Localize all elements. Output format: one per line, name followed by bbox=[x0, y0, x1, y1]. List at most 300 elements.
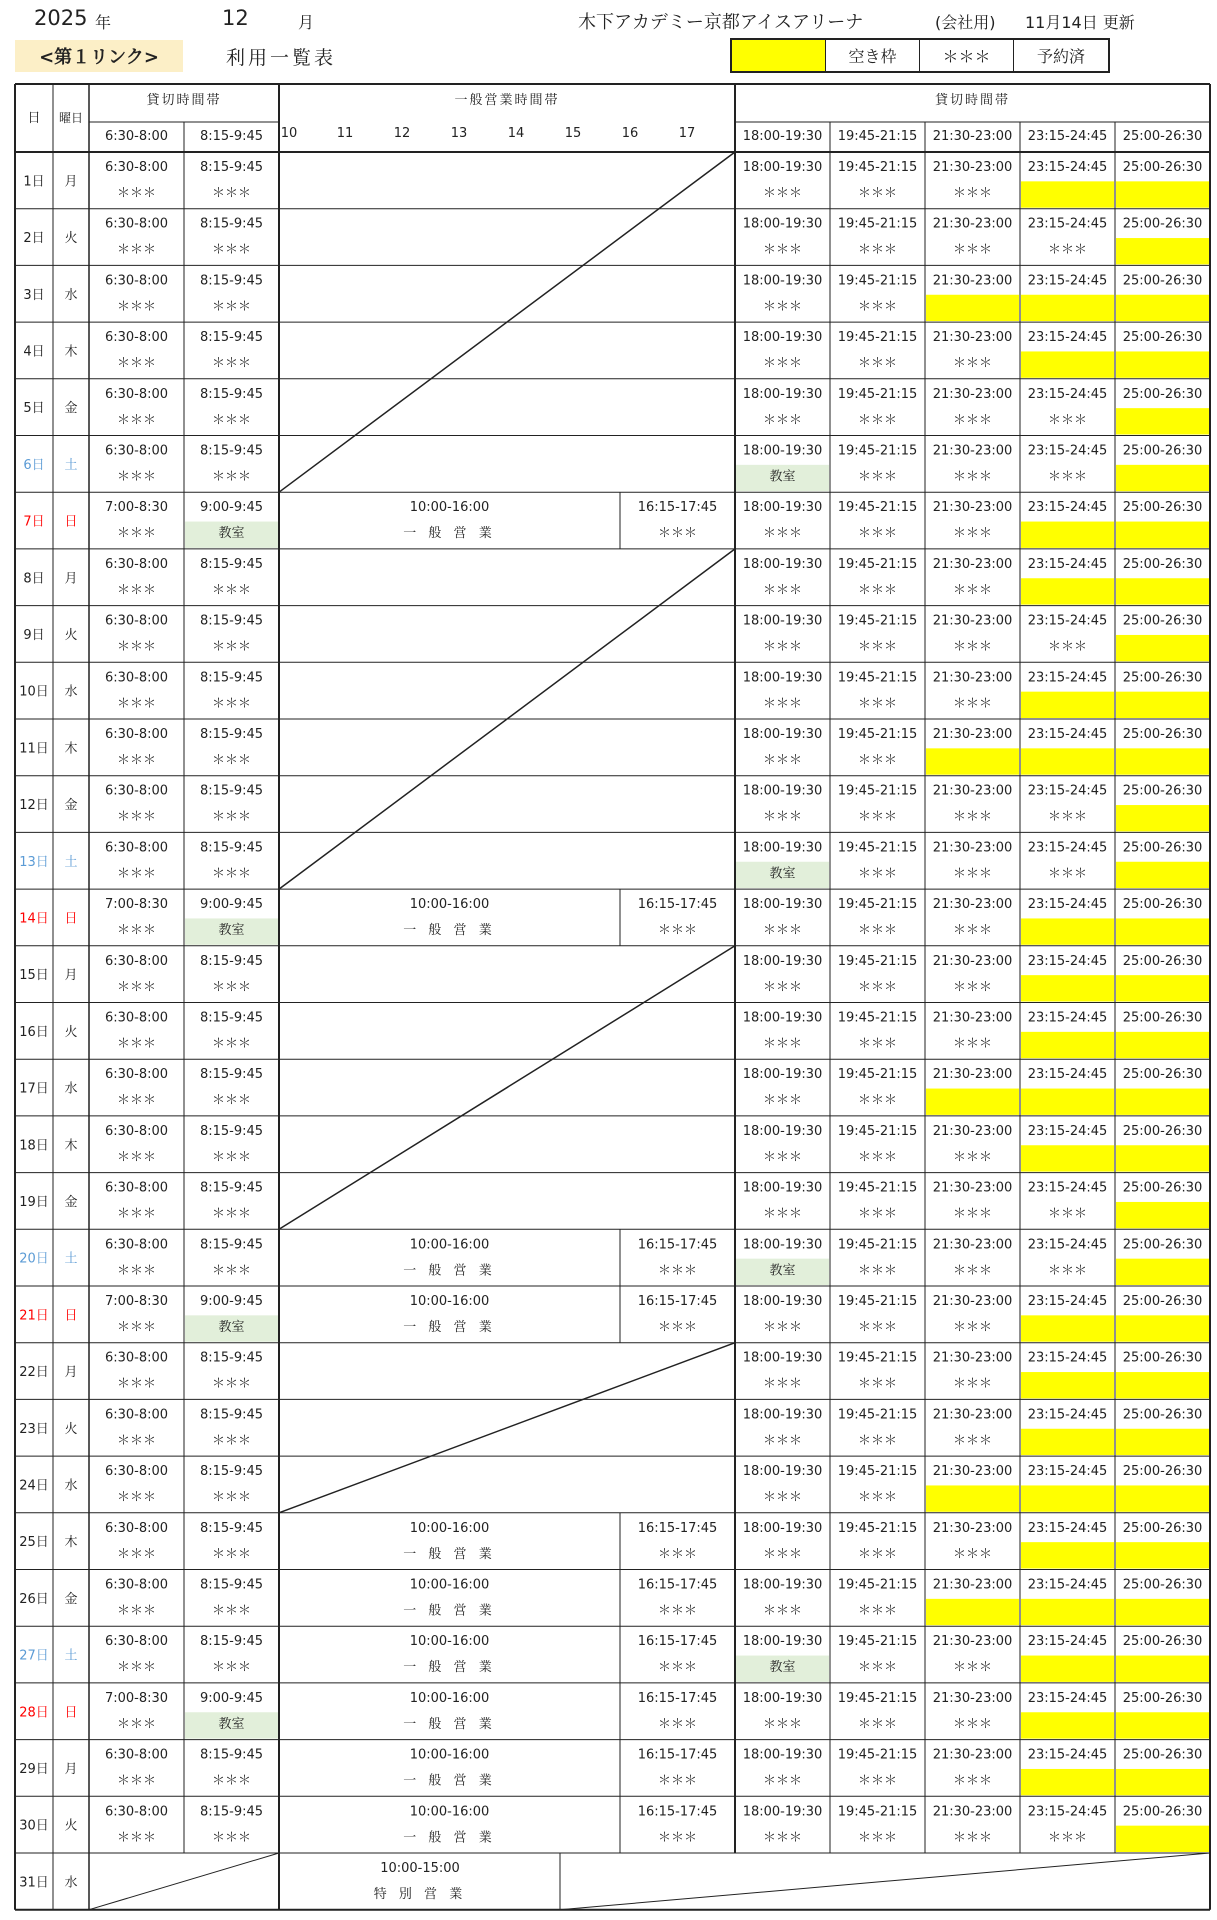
row-date: 10日 bbox=[19, 684, 49, 700]
evening-slot-time: 18:00-19:30 bbox=[742, 1577, 823, 1593]
row-date: 14日 bbox=[19, 911, 49, 927]
morning-slot-time: 8:15-9:45 bbox=[199, 840, 264, 856]
available-slot bbox=[1021, 1769, 1114, 1795]
late-slot-time: 16:15-17:45 bbox=[637, 1294, 718, 1309]
reserved-mark: ＊＊＊ bbox=[657, 1716, 698, 1732]
reserved-mark: ＊＊＊ bbox=[952, 242, 993, 258]
evening-slot-time: 19:45-21:15 bbox=[837, 1634, 918, 1650]
evening-slot-time: 23:15-24:45 bbox=[1027, 670, 1108, 686]
header-weekday: 曜日 bbox=[58, 111, 84, 125]
reserved-mark: ＊＊＊ bbox=[857, 1376, 898, 1392]
reserved-mark: ＊＊＊ bbox=[857, 1320, 898, 1335]
reserved-mark: ＊＊＊ bbox=[857, 186, 898, 201]
reserved-mark: ＊＊＊ bbox=[657, 526, 698, 542]
evening-slot-time: 19:45-21:15 bbox=[837, 1180, 918, 1196]
row-weekday: 水 bbox=[64, 1081, 78, 1097]
general-time: 10:00-16:00 bbox=[409, 500, 490, 516]
general-label: 一 般 営 業 bbox=[403, 1263, 496, 1279]
reserved-mark: ＊＊＊ bbox=[952, 1036, 993, 1052]
general-label: 一 般 営 業 bbox=[403, 1830, 496, 1846]
evening-slot-time: 23:15-24:45 bbox=[1027, 500, 1108, 516]
reserved-mark: ＊＊＊ bbox=[211, 1376, 252, 1392]
morning-slot-time: 6:30-8:00 bbox=[104, 1067, 169, 1083]
reserved-mark: ＊＊＊ bbox=[116, 1320, 157, 1335]
general-label: 一 般 営 業 bbox=[403, 923, 496, 939]
reserved-mark: ＊＊＊ bbox=[116, 299, 157, 315]
evening-slot-time: 23:15-24:45 bbox=[1027, 1237, 1108, 1253]
evening-slot-time: 25:00-26:30 bbox=[1122, 1010, 1203, 1026]
late-slot-time: 16:15-17:45 bbox=[637, 897, 718, 913]
morning-slot-time: 6:30-8:00 bbox=[104, 840, 169, 856]
evening-slot-time: 19:45-21:15 bbox=[837, 1577, 918, 1593]
reserved-mark: ＊＊＊ bbox=[952, 1376, 993, 1392]
evening-slot-time: 23:15-24:45 bbox=[1027, 1123, 1108, 1139]
reserved-mark: ＊＊＊ bbox=[762, 1830, 803, 1846]
evening-slot-time: 21:30-23:00 bbox=[932, 1123, 1013, 1139]
late-slot-time: 16:15-17:45 bbox=[637, 1804, 718, 1820]
evening-slot-time: 23:15-24:45 bbox=[1027, 556, 1108, 572]
reserved-mark: ＊＊＊ bbox=[952, 1830, 993, 1846]
reserved-mark: ＊＊＊ bbox=[211, 809, 252, 825]
evening-slot-time: 21:30-23:00 bbox=[932, 556, 1013, 572]
evening-slot-time: 19:45-21:15 bbox=[837, 953, 918, 969]
year: 2025 bbox=[34, 6, 88, 30]
reserved-mark: ＊＊＊ bbox=[857, 979, 898, 995]
reserved-mark: ＊＊＊ bbox=[762, 923, 803, 939]
reserved-mark: ＊＊＊ bbox=[211, 469, 252, 485]
reserved-mark: ＊＊＊ bbox=[1047, 1206, 1088, 1222]
reserved-mark: ＊＊＊ bbox=[211, 356, 252, 372]
evening-slot-time: 21:30-23:00 bbox=[932, 670, 1013, 686]
reserved-mark: ＊＊＊ bbox=[116, 753, 157, 768]
evening-slot-time: 25:00-26:30 bbox=[1122, 386, 1203, 402]
evening-slot-time: 21:30-23:00 bbox=[932, 1180, 1013, 1196]
reserved-mark: ＊＊＊ bbox=[116, 809, 157, 825]
available-slot bbox=[1116, 1599, 1209, 1625]
evening-slot-time: 25:00-26:30 bbox=[1122, 727, 1203, 742]
morning-slot-time: 6:30-8:00 bbox=[104, 1010, 169, 1026]
available-slot bbox=[1021, 748, 1114, 774]
header-evening-group: 貸切時間帯 bbox=[934, 93, 1011, 108]
reserved-mark: ＊＊＊ bbox=[657, 1660, 698, 1676]
available-slot bbox=[926, 1599, 1019, 1625]
row-weekday: 日 bbox=[64, 514, 78, 530]
evening-slot-time: 23:15-24:45 bbox=[1027, 1010, 1108, 1026]
reserved-mark: ＊＊＊ bbox=[952, 356, 993, 372]
general-time: 10:00-16:00 bbox=[409, 1520, 490, 1536]
reserved-mark: ＊＊＊ bbox=[762, 526, 803, 542]
available-slot bbox=[1021, 692, 1114, 718]
reserved-mark: ＊＊＊ bbox=[211, 186, 252, 201]
evening-slot-time: 23:15-24:45 bbox=[1027, 1294, 1108, 1309]
row-date: 19日 bbox=[19, 1194, 49, 1210]
evening-slot-time: 25:00-26:30 bbox=[1122, 1464, 1203, 1480]
morning-slot-time: 6:30-8:00 bbox=[104, 1634, 169, 1650]
reserved-mark: ＊＊＊ bbox=[952, 186, 993, 201]
morning-slot-time: 6:30-8:00 bbox=[104, 330, 169, 346]
year-label: 年 bbox=[95, 13, 112, 32]
row-weekday: 日 bbox=[64, 911, 78, 927]
evening-slot-time: 25:00-26:30 bbox=[1122, 1237, 1203, 1253]
evening-slot-time: 21:30-23:00 bbox=[932, 1294, 1013, 1309]
header-slot: 8:15-9:45 bbox=[199, 129, 264, 144]
row-weekday: 火 bbox=[64, 1818, 78, 1834]
morning-slot-time: 8:15-9:45 bbox=[199, 1407, 264, 1423]
evening-slot-time: 25:00-26:30 bbox=[1122, 330, 1203, 346]
morning-slot-time: 7:00-8:30 bbox=[104, 1294, 169, 1309]
header-slot: 19:45-21:15 bbox=[837, 129, 918, 144]
reserved-mark: ＊＊＊ bbox=[857, 1546, 898, 1562]
available-slot bbox=[1116, 635, 1209, 661]
reserved-mark: ＊＊＊ bbox=[952, 469, 993, 485]
evening-slot-time: 25:00-26:30 bbox=[1122, 1520, 1203, 1536]
row-date: 9日 bbox=[23, 627, 45, 643]
reserved-mark: ＊＊＊ bbox=[762, 1773, 803, 1789]
evening-slot-time: 25:00-26:30 bbox=[1122, 1123, 1203, 1139]
evening-slot-time: 18:00-19:30 bbox=[742, 840, 823, 856]
available-slot bbox=[1116, 1315, 1209, 1341]
reserved-mark: ＊＊＊ bbox=[762, 1433, 803, 1449]
row-weekday: 木 bbox=[64, 741, 78, 757]
reserved-mark: ＊＊＊ bbox=[657, 1830, 698, 1846]
reserved-mark: ＊＊＊ bbox=[211, 1830, 252, 1846]
evening-slot-time: 25:00-26:30 bbox=[1122, 840, 1203, 856]
evening-slot-time: 19:45-21:15 bbox=[837, 1067, 918, 1083]
reserved-mark: ＊＊＊ bbox=[857, 1433, 898, 1449]
reserved-mark: ＊＊＊ bbox=[211, 696, 252, 712]
reserved-mark: ＊＊＊ bbox=[211, 242, 252, 258]
evening-slot-time: 18:00-19:30 bbox=[742, 670, 823, 686]
row-date: 7日 bbox=[23, 514, 45, 530]
evening-slot-time: 21:30-23:00 bbox=[932, 273, 1013, 289]
reserved-mark: ＊＊＊ bbox=[857, 696, 898, 712]
reserved-mark: ＊＊＊ bbox=[952, 979, 993, 995]
evening-slot-time: 23:15-24:45 bbox=[1027, 443, 1108, 459]
reserved-mark: ＊＊＊ bbox=[762, 1603, 803, 1619]
morning-slot-time: 7:00-8:30 bbox=[104, 897, 169, 913]
evening-slot-time: 25:00-26:30 bbox=[1122, 1294, 1203, 1309]
reserved-mark: ＊＊＊ bbox=[762, 356, 803, 372]
evening-slot-time: 21:30-23:00 bbox=[932, 1407, 1013, 1423]
reserved-mark: ＊＊＊ bbox=[857, 1716, 898, 1732]
evening-slot-time: 19:45-21:15 bbox=[837, 1237, 918, 1253]
row-weekday: 月 bbox=[64, 1761, 78, 1777]
available-slot bbox=[1021, 975, 1114, 1001]
reserved-mark: ＊＊＊ bbox=[211, 1093, 252, 1109]
morning-slot-time: 9:00-9:45 bbox=[199, 1294, 264, 1309]
reserved-mark: ＊＊＊ bbox=[762, 1546, 803, 1562]
available-slot bbox=[1021, 578, 1114, 604]
available-slot bbox=[1116, 1542, 1209, 1568]
available-slot bbox=[926, 748, 1019, 774]
row-weekday: 火 bbox=[64, 1421, 78, 1437]
reserved-mark: ＊＊＊ bbox=[116, 1773, 157, 1789]
reserved-mark: ＊＊＊ bbox=[657, 1263, 698, 1279]
available-slot bbox=[1021, 1089, 1114, 1115]
available-slot bbox=[1116, 748, 1209, 774]
row-date: 8日 bbox=[23, 571, 45, 587]
reserved-mark: ＊＊＊ bbox=[211, 1263, 252, 1279]
late-slot-time: 16:15-17:45 bbox=[637, 1747, 718, 1763]
evening-slot-time: 25:00-26:30 bbox=[1122, 613, 1203, 629]
row-weekday: 月 bbox=[64, 174, 78, 190]
late-slot-time: 16:15-17:45 bbox=[637, 1577, 718, 1593]
row-date: 31日 bbox=[19, 1875, 49, 1891]
available-slot bbox=[1021, 1485, 1114, 1511]
reserved-mark: ＊＊＊ bbox=[762, 1093, 803, 1109]
evening-slot-time: 21:30-23:00 bbox=[932, 1237, 1013, 1253]
morning-slot-time: 8:15-9:45 bbox=[199, 1010, 264, 1026]
reserved-mark: ＊＊＊ bbox=[657, 1546, 698, 1562]
available-slot bbox=[1116, 465, 1209, 491]
row-weekday: 月 bbox=[64, 1365, 78, 1381]
reserved-mark: ＊＊＊ bbox=[857, 1660, 898, 1676]
reserved-mark: ＊＊＊ bbox=[116, 696, 157, 712]
reserved-mark: ＊＊＊ bbox=[857, 866, 898, 882]
reserved-mark: ＊＊＊ bbox=[116, 639, 157, 655]
reserved-mark: ＊＊＊ bbox=[1047, 469, 1088, 485]
general-label: 一 般 営 業 bbox=[403, 526, 496, 542]
evening-slot-time: 21:30-23:00 bbox=[932, 1690, 1013, 1706]
evening-slot-time: 18:00-19:30 bbox=[742, 1407, 823, 1423]
row-date: 15日 bbox=[19, 968, 49, 984]
reserved-mark: ＊＊＊ bbox=[211, 1433, 252, 1449]
morning-slot-time: 6:30-8:00 bbox=[104, 160, 169, 175]
reserved-mark: ＊＊＊ bbox=[857, 1263, 898, 1279]
row-date: 25日 bbox=[19, 1535, 49, 1551]
evening-slot-time: 21:30-23:00 bbox=[932, 386, 1013, 402]
evening-slot-time: 21:30-23:00 bbox=[932, 613, 1013, 629]
evening-slot-time: 19:45-21:15 bbox=[837, 216, 918, 232]
morning-slot-time: 8:15-9:45 bbox=[199, 613, 264, 629]
reserved-mark: ＊＊＊ bbox=[211, 412, 252, 428]
row-date: 13日 bbox=[19, 854, 49, 870]
header-hour: 11 bbox=[336, 126, 354, 141]
morning-slot-time: 7:00-8:30 bbox=[104, 1690, 169, 1706]
morning-slot-time: 8:15-9:45 bbox=[199, 727, 264, 742]
evening-slot-time: 23:15-24:45 bbox=[1027, 840, 1108, 856]
available-slot bbox=[1021, 1656, 1114, 1682]
row-weekday: 金 bbox=[64, 401, 78, 417]
header-general-group: 一般営業時間帯 bbox=[454, 93, 560, 108]
evening-slot-time: 25:00-26:30 bbox=[1122, 1634, 1203, 1650]
reserved-mark: ＊＊＊ bbox=[1047, 412, 1088, 428]
reserved-mark: ＊＊＊ bbox=[211, 582, 252, 598]
reserved-mark: ＊＊＊ bbox=[1047, 809, 1088, 825]
row-weekday: 月 bbox=[64, 571, 78, 587]
morning-slot-time: 9:00-9:45 bbox=[199, 897, 264, 913]
morning-slot-time: 8:15-9:45 bbox=[199, 443, 264, 459]
evening-slot-time: 25:00-26:30 bbox=[1122, 500, 1203, 516]
available-slot bbox=[1116, 408, 1209, 434]
reserved-mark: ＊＊＊ bbox=[857, 299, 898, 315]
row-weekday: 月 bbox=[64, 968, 78, 984]
reserved-mark: ＊＊＊ bbox=[762, 1490, 803, 1506]
reserved-mark: ＊＊＊ bbox=[762, 242, 803, 258]
available-slot bbox=[926, 295, 1019, 321]
evening-slot-time: 23:15-24:45 bbox=[1027, 613, 1108, 629]
reserved-mark: ＊＊＊ bbox=[116, 1660, 157, 1676]
row-date: 18日 bbox=[19, 1138, 49, 1154]
row-weekday: 木 bbox=[64, 344, 78, 360]
reserved-mark: ＊＊＊ bbox=[952, 412, 993, 428]
morning-slot-time: 6:30-8:00 bbox=[104, 1520, 169, 1536]
morning-slot-time: 6:30-8:00 bbox=[104, 386, 169, 402]
evening-slot-time: 21:30-23:00 bbox=[932, 1634, 1013, 1650]
reserved-mark: ＊＊＊ bbox=[211, 866, 252, 882]
morning-slot-time: 8:15-9:45 bbox=[199, 216, 264, 232]
available-slot bbox=[1116, 1485, 1209, 1511]
diagonal-line bbox=[279, 946, 735, 1230]
evening-slot-time: 19:45-21:15 bbox=[837, 897, 918, 913]
morning-slot-time: 6:30-8:00 bbox=[104, 670, 169, 686]
classroom-label: 教室 bbox=[769, 469, 796, 485]
evening-slot-time: 18:00-19:30 bbox=[742, 1520, 823, 1536]
morning-slot-time: 6:30-8:00 bbox=[104, 556, 169, 572]
evening-slot-time: 25:00-26:30 bbox=[1122, 443, 1203, 459]
available-slot bbox=[1116, 1089, 1209, 1115]
reserved-mark: ＊＊＊ bbox=[762, 696, 803, 712]
reserved-mark: ＊＊＊ bbox=[762, 1206, 803, 1222]
row-weekday: 水 bbox=[64, 1478, 78, 1494]
special-label: 特 別 営 業 bbox=[373, 1887, 467, 1902]
classroom-label: 教室 bbox=[769, 1660, 796, 1676]
classroom-label: 教室 bbox=[218, 526, 245, 542]
reserved-mark: ＊＊＊ bbox=[952, 696, 993, 712]
reserved-mark: ＊＊＊ bbox=[952, 526, 993, 542]
reserved-mark: ＊＊＊ bbox=[116, 526, 157, 542]
evening-slot-time: 19:45-21:15 bbox=[837, 1804, 918, 1820]
available-slot bbox=[1021, 1542, 1114, 1568]
row-weekday: 土 bbox=[64, 854, 78, 870]
morning-slot-time: 8:15-9:45 bbox=[199, 1350, 264, 1366]
evening-slot-time: 21:30-23:00 bbox=[932, 1010, 1013, 1026]
evening-slot-time: 25:00-26:30 bbox=[1122, 953, 1203, 969]
row-date: 27日 bbox=[19, 1648, 49, 1664]
morning-slot-time: 6:30-8:00 bbox=[104, 727, 169, 742]
morning-slot-time: 8:15-9:45 bbox=[199, 670, 264, 686]
reserved-mark: ＊＊＊ bbox=[116, 1716, 157, 1732]
evening-slot-time: 21:30-23:00 bbox=[932, 953, 1013, 969]
reserved-mark: ＊＊＊ bbox=[952, 1263, 993, 1279]
row-date: 2日 bbox=[23, 231, 45, 247]
reserved-mark: ＊＊＊ bbox=[857, 582, 898, 598]
evening-slot-time: 19:45-21:15 bbox=[837, 1690, 918, 1706]
evening-slot-time: 23:15-24:45 bbox=[1027, 783, 1108, 799]
morning-slot-time: 8:15-9:45 bbox=[199, 1520, 264, 1536]
reserved-mark: ＊＊＊ bbox=[211, 1773, 252, 1789]
morning-slot-time: 6:30-8:00 bbox=[104, 1804, 169, 1820]
evening-slot-time: 18:00-19:30 bbox=[742, 1123, 823, 1139]
company-use-label: (会社用) bbox=[935, 13, 996, 32]
morning-slot-time: 7:00-8:30 bbox=[104, 500, 169, 516]
evening-slot-time: 21:30-23:00 bbox=[932, 160, 1013, 175]
morning-slot-time: 6:30-8:00 bbox=[104, 1407, 169, 1423]
reserved-mark: ＊＊＊ bbox=[952, 1773, 993, 1789]
reserved-mark: ＊＊＊ bbox=[857, 1149, 898, 1165]
reserved-mark: ＊＊＊ bbox=[952, 923, 993, 939]
row-date: 28日 bbox=[19, 1705, 49, 1721]
available-slot bbox=[1021, 1429, 1114, 1455]
general-label: 一 般 営 業 bbox=[403, 1603, 496, 1619]
header-date: 日 bbox=[27, 111, 41, 126]
row-weekday: 土 bbox=[64, 1251, 78, 1267]
morning-slot-time: 6:30-8:00 bbox=[104, 1747, 169, 1763]
evening-slot-time: 23:15-24:45 bbox=[1027, 953, 1108, 969]
available-slot bbox=[1021, 522, 1114, 548]
evening-slot-time: 18:00-19:30 bbox=[742, 727, 823, 742]
available-slot bbox=[1021, 1712, 1114, 1738]
row-weekday: 金 bbox=[64, 798, 78, 814]
reserved-mark: ＊＊＊ bbox=[116, 1603, 157, 1619]
available-slot bbox=[1116, 1145, 1209, 1171]
late-slot-time: 16:15-17:45 bbox=[637, 1634, 718, 1650]
evening-slot-time: 18:00-19:30 bbox=[742, 1350, 823, 1366]
evening-slot-time: 23:15-24:45 bbox=[1027, 1577, 1108, 1593]
evening-slot-time: 21:30-23:00 bbox=[932, 216, 1013, 232]
evening-slot-time: 23:15-24:45 bbox=[1027, 1350, 1108, 1366]
evening-slot-time: 21:30-23:00 bbox=[932, 897, 1013, 913]
evening-slot-time: 19:45-21:15 bbox=[837, 500, 918, 516]
reserved-mark: ＊＊＊ bbox=[211, 753, 252, 768]
general-time: 10:00-16:00 bbox=[409, 1804, 490, 1820]
reserved-mark: ＊＊＊ bbox=[762, 979, 803, 995]
row-date: 12日 bbox=[19, 798, 49, 814]
morning-slot-time: 8:15-9:45 bbox=[199, 783, 264, 799]
row-date: 23日 bbox=[19, 1421, 49, 1437]
row-weekday: 火 bbox=[64, 627, 78, 643]
evening-slot-time: 25:00-26:30 bbox=[1122, 1804, 1203, 1820]
available-slot bbox=[1021, 1032, 1114, 1058]
header-hour: 12 bbox=[393, 126, 411, 141]
available-slot bbox=[1021, 1599, 1114, 1625]
available-slot bbox=[1021, 351, 1114, 377]
morning-slot-time: 6:30-8:00 bbox=[104, 613, 169, 629]
reserved-mark: ＊＊＊ bbox=[762, 412, 803, 428]
available-slot bbox=[1021, 181, 1114, 207]
reserved-mark: ＊＊＊ bbox=[657, 923, 698, 939]
row-weekday: 金 bbox=[64, 1591, 78, 1607]
row-date: 1日 bbox=[23, 174, 45, 190]
reserved-mark: ＊＊＊ bbox=[211, 1546, 252, 1562]
late-slot-time: 16:15-17:45 bbox=[637, 1520, 718, 1536]
rink-label: <第１リンク> bbox=[15, 40, 183, 72]
reserved-mark: ＊＊＊ bbox=[116, 1036, 157, 1052]
header-slot: 21:30-23:00 bbox=[932, 129, 1013, 144]
evening-slot-time: 19:45-21:15 bbox=[837, 386, 918, 402]
evening-slot-time: 21:30-23:00 bbox=[932, 500, 1013, 516]
row-weekday: 日 bbox=[64, 1705, 78, 1721]
classroom-label: 教室 bbox=[218, 923, 245, 939]
header-slot: 18:00-19:30 bbox=[742, 129, 823, 144]
available-slot bbox=[1021, 1315, 1114, 1341]
evening-slot-time: 19:45-21:15 bbox=[837, 1350, 918, 1366]
month-label: 月 bbox=[298, 13, 315, 32]
updated-date: 11月14日 更新 bbox=[1025, 13, 1135, 32]
reserved-mark: ＊＊＊ bbox=[952, 639, 993, 655]
general-label: 一 般 営 業 bbox=[403, 1773, 496, 1789]
morning-slot-time: 9:00-9:45 bbox=[199, 1690, 264, 1706]
available-slot bbox=[1116, 578, 1209, 604]
row-weekday: 金 bbox=[64, 1194, 78, 1210]
row-weekday: 木 bbox=[64, 1138, 78, 1154]
evening-slot-time: 18:00-19:30 bbox=[742, 1690, 823, 1706]
morning-slot-time: 8:15-9:45 bbox=[199, 1180, 264, 1196]
morning-slot-time: 6:30-8:00 bbox=[104, 216, 169, 232]
morning-slot-time: 6:30-8:00 bbox=[104, 1464, 169, 1480]
morning-slot-time: 6:30-8:00 bbox=[104, 443, 169, 459]
reserved-mark: ＊＊＊ bbox=[857, 809, 898, 825]
